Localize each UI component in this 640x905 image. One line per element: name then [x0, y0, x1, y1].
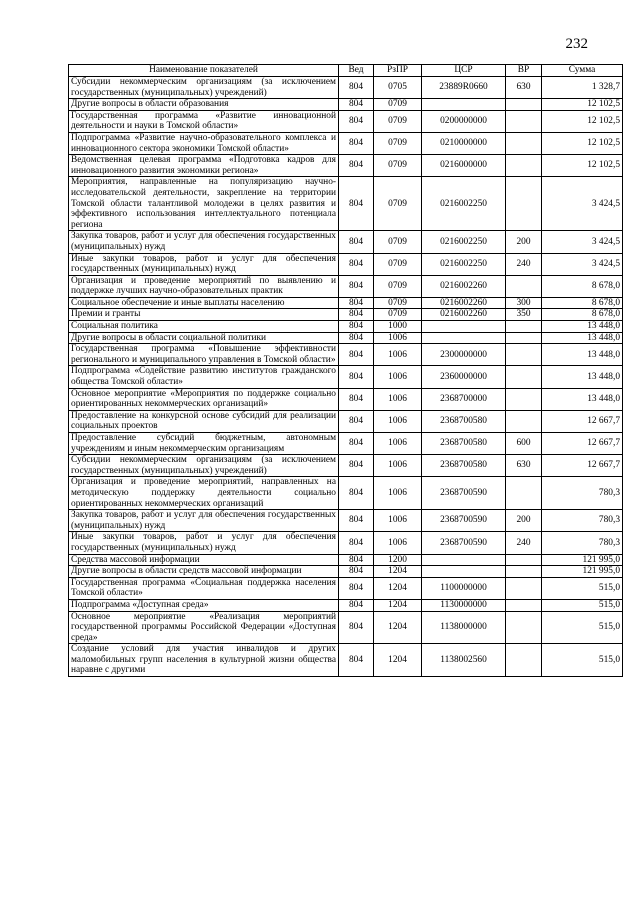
cell-vr: 600 [506, 433, 542, 455]
cell-ved: 804 [339, 477, 374, 510]
cell-vr [506, 566, 542, 578]
cell-name: Создание условий для участия инвалидов и других маломобильных групп населения в культурной жизни общества наравне с другими [69, 644, 339, 677]
cell-ved: 804 [339, 433, 374, 455]
cell-rzpr: 1204 [374, 577, 422, 599]
cell-sum: 13 448,0 [542, 366, 623, 388]
table-row [69, 297, 623, 309]
table-row [69, 532, 623, 554]
cell-vr: 200 [506, 231, 542, 253]
cell-sum: 515,0 [542, 611, 623, 644]
header-sum: Сумма [542, 65, 623, 77]
cell-name: Основное мероприятие «Мероприятия по поддержке социально ориентированных некоммерческих организаций» [69, 388, 339, 410]
cell-csr [422, 566, 506, 578]
cell-ved: 804 [339, 177, 374, 231]
budget-table [68, 64, 623, 677]
table-row [69, 155, 623, 177]
cell-name: Закупка товаров, работ и услуг для обеспечения государственных (муниципальных) нужд [69, 510, 339, 532]
cell-name: Подпрограмма «Доступная среда» [69, 599, 339, 611]
cell-ved: 804 [339, 366, 374, 388]
header-rzpr: РзПР [374, 65, 422, 77]
cell-name: Основное мероприятие «Реализация мероприятий государственной программы Российской Федерации «Доступная среда» [69, 611, 339, 644]
cell-name: Социальное обеспечение и иные выплаты населению [69, 297, 339, 309]
cell-name: Социальная политика [69, 321, 339, 333]
cell-name: Иные закупки товаров, работ и услуг для обеспечения государственных (муниципальных) нужд [69, 532, 339, 554]
header-name: Наименование показателей [69, 65, 339, 77]
table-row [69, 344, 623, 366]
cell-vr: 630 [506, 77, 542, 99]
cell-sum: 515,0 [542, 599, 623, 611]
cell-csr: 1130000000 [422, 599, 506, 611]
cell-vr: 200 [506, 510, 542, 532]
cell-rzpr: 1000 [374, 321, 422, 333]
cell-rzpr: 1006 [374, 510, 422, 532]
cell-rzpr: 0709 [374, 155, 422, 177]
cell-ved: 804 [339, 644, 374, 677]
cell-csr: 2368700590 [422, 532, 506, 554]
cell-csr: 2368700580 [422, 410, 506, 432]
cell-vr: 240 [506, 253, 542, 275]
table-row [69, 110, 623, 132]
cell-ved: 804 [339, 455, 374, 477]
cell-sum: 3 424,5 [542, 253, 623, 275]
cell-vr [506, 366, 542, 388]
table-row [69, 99, 623, 111]
cell-sum: 780,3 [542, 477, 623, 510]
table-row [69, 455, 623, 477]
cell-rzpr: 0709 [374, 177, 422, 231]
cell-csr [422, 321, 506, 333]
cell-csr: 2368700000 [422, 388, 506, 410]
cell-sum: 121 995,0 [542, 554, 623, 566]
cell-rzpr: 0709 [374, 297, 422, 309]
cell-name: Предоставление на конкурсной основе субсидий для реализации социальных проектов [69, 410, 339, 432]
cell-rzpr: 1204 [374, 566, 422, 578]
cell-vr [506, 99, 542, 111]
cell-ved: 804 [339, 410, 374, 432]
cell-rzpr: 1200 [374, 554, 422, 566]
cell-vr [506, 177, 542, 231]
cell-sum: 8 678,0 [542, 275, 623, 297]
cell-name: Другие вопросы в области социальной политики [69, 332, 339, 344]
table-row [69, 477, 623, 510]
cell-csr: 0200000000 [422, 110, 506, 132]
cell-sum: 13 448,0 [542, 321, 623, 333]
table-row [69, 388, 623, 410]
cell-rzpr: 1006 [374, 366, 422, 388]
cell-ved: 804 [339, 332, 374, 344]
cell-vr [506, 110, 542, 132]
cell-sum: 12 667,7 [542, 455, 623, 477]
cell-sum: 780,3 [542, 510, 623, 532]
cell-rzpr: 1006 [374, 532, 422, 554]
cell-sum: 12 102,5 [542, 132, 623, 154]
cell-sum: 515,0 [542, 577, 623, 599]
cell-rzpr: 1006 [374, 455, 422, 477]
cell-name: Государственная программа «Социальная поддержка населения Томской области» [69, 577, 339, 599]
cell-rzpr: 0709 [374, 309, 422, 321]
cell-rzpr: 0709 [374, 110, 422, 132]
cell-vr [506, 344, 542, 366]
table-body [69, 77, 623, 677]
cell-csr: 0216002250 [422, 231, 506, 253]
cell-name: Премии и гранты [69, 309, 339, 321]
table-row [69, 433, 623, 455]
cell-ved: 804 [339, 532, 374, 554]
header-vr: ВР [506, 65, 542, 77]
cell-csr: 0216002260 [422, 297, 506, 309]
cell-csr: 0210000000 [422, 132, 506, 154]
table-row [69, 554, 623, 566]
cell-sum: 12 102,5 [542, 110, 623, 132]
cell-name: Ведомственная целевая программа «Подготовка кадров для инновационного развития экономики региона» [69, 155, 339, 177]
table-row [69, 611, 623, 644]
cell-csr: 23889R0660 [422, 77, 506, 99]
cell-csr [422, 99, 506, 111]
cell-vr [506, 599, 542, 611]
cell-ved: 804 [339, 611, 374, 644]
cell-name: Подпрограмма «Развитие научно-образовательного комплекса и инновационного сектора экономики Томской области» [69, 132, 339, 154]
cell-rzpr: 0709 [374, 99, 422, 111]
cell-csr [422, 332, 506, 344]
cell-csr: 1138000000 [422, 611, 506, 644]
table-row [69, 510, 623, 532]
cell-sum: 13 448,0 [542, 388, 623, 410]
cell-sum: 12 667,7 [542, 410, 623, 432]
cell-csr: 0216000000 [422, 155, 506, 177]
table-row [69, 321, 623, 333]
table-row [69, 77, 623, 99]
cell-sum: 8 678,0 [542, 309, 623, 321]
cell-sum: 121 995,0 [542, 566, 623, 578]
cell-rzpr: 0709 [374, 231, 422, 253]
cell-csr: 1138002560 [422, 644, 506, 677]
cell-csr: 0216002250 [422, 253, 506, 275]
cell-csr: 2360000000 [422, 366, 506, 388]
cell-vr [506, 477, 542, 510]
cell-name: Предоставление субсидий бюджетным, автономным учреждениям и иным некоммерческим организациям [69, 433, 339, 455]
cell-sum: 12 102,5 [542, 99, 623, 111]
cell-ved: 804 [339, 344, 374, 366]
cell-name: Другие вопросы в области образования [69, 99, 339, 111]
table-row [69, 410, 623, 432]
cell-rzpr: 0709 [374, 132, 422, 154]
table-row [69, 253, 623, 275]
cell-name: Организация и проведение мероприятий, направленных на методическую поддержку деятельности социально ориентированных некоммерческих организаций [69, 477, 339, 510]
table-row [69, 566, 623, 578]
cell-rzpr: 1006 [374, 433, 422, 455]
cell-name: Государственная программа «Повышение эффективности регионального и муниципального управления в Томской области» [69, 344, 339, 366]
cell-sum: 3 424,5 [542, 231, 623, 253]
cell-vr: 240 [506, 532, 542, 554]
header-ved: Вед [339, 65, 374, 77]
cell-ved: 804 [339, 554, 374, 566]
cell-sum: 8 678,0 [542, 297, 623, 309]
cell-name: Субсидии некоммерческим организациям (за исключением государственных (муниципальных) учреждений) [69, 77, 339, 99]
cell-sum: 12 102,5 [542, 155, 623, 177]
cell-rzpr: 0709 [374, 275, 422, 297]
cell-ved: 804 [339, 275, 374, 297]
cell-vr [506, 332, 542, 344]
cell-csr: 2300000000 [422, 344, 506, 366]
cell-name: Субсидии некоммерческим организациям (за исключением государственных (муниципальных) учреждений) [69, 455, 339, 477]
cell-vr [506, 611, 542, 644]
cell-name: Средства массовой информации [69, 554, 339, 566]
cell-csr: 2368700580 [422, 455, 506, 477]
cell-ved: 804 [339, 155, 374, 177]
table-row [69, 332, 623, 344]
cell-vr [506, 410, 542, 432]
cell-name: Организация и проведение мероприятий по выявлению и поддержке лучших научно-образовательных практик [69, 275, 339, 297]
cell-name: Мероприятия, направленные на популяризацию научно-исследовательской деятельности, закрепление на территории Томской области талантливой молодежи в целях развития и эффективного использования интеллектуального потенциала региона [69, 177, 339, 231]
cell-vr [506, 388, 542, 410]
cell-sum: 12 667,7 [542, 433, 623, 455]
cell-rzpr: 0709 [374, 253, 422, 275]
header-csr: ЦСР [422, 65, 506, 77]
cell-sum: 13 448,0 [542, 332, 623, 344]
table-row [69, 231, 623, 253]
table-row [69, 275, 623, 297]
cell-name: Государственная программа «Развитие инновационной деятельности и науки в Томской области» [69, 110, 339, 132]
cell-name: Подпрограмма «Содействие развитию институтов гражданского общества Томской области» [69, 366, 339, 388]
cell-ved: 804 [339, 577, 374, 599]
cell-rzpr: 1006 [374, 388, 422, 410]
cell-rzpr: 1204 [374, 611, 422, 644]
table-header-row [69, 65, 623, 77]
cell-vr [506, 155, 542, 177]
cell-vr [506, 275, 542, 297]
cell-vr [506, 554, 542, 566]
cell-vr [506, 644, 542, 677]
table-row [69, 599, 623, 611]
cell-csr: 0216002260 [422, 309, 506, 321]
cell-ved: 804 [339, 321, 374, 333]
cell-ved: 804 [339, 309, 374, 321]
cell-sum: 1 328,7 [542, 77, 623, 99]
cell-vr [506, 321, 542, 333]
table-row [69, 132, 623, 154]
cell-name: Другие вопросы в области средств массовой информации [69, 566, 339, 578]
cell-sum: 515,0 [542, 644, 623, 677]
cell-name: Иные закупки товаров, работ и услуг для обеспечения государственных (муниципальных) нужд [69, 253, 339, 275]
cell-csr: 1100000000 [422, 577, 506, 599]
cell-ved: 804 [339, 110, 374, 132]
cell-ved: 804 [339, 77, 374, 99]
cell-sum: 780,3 [542, 532, 623, 554]
cell-csr: 2368700590 [422, 477, 506, 510]
cell-rzpr: 1204 [374, 644, 422, 677]
cell-ved: 804 [339, 132, 374, 154]
cell-vr [506, 577, 542, 599]
cell-ved: 804 [339, 253, 374, 275]
cell-sum: 13 448,0 [542, 344, 623, 366]
cell-name: Закупка товаров, работ и услуг для обеспечения государственных (муниципальных) нужд [69, 231, 339, 253]
cell-ved: 804 [339, 566, 374, 578]
cell-ved: 804 [339, 388, 374, 410]
cell-vr [506, 132, 542, 154]
cell-vr: 630 [506, 455, 542, 477]
cell-rzpr: 0705 [374, 77, 422, 99]
cell-csr [422, 554, 506, 566]
cell-rzpr: 1006 [374, 332, 422, 344]
cell-csr: 2368700590 [422, 510, 506, 532]
table-row [69, 309, 623, 321]
cell-ved: 804 [339, 510, 374, 532]
table-row [69, 644, 623, 677]
cell-ved: 804 [339, 599, 374, 611]
page-number: 232 [565, 36, 588, 52]
cell-rzpr: 1204 [374, 599, 422, 611]
cell-ved: 804 [339, 297, 374, 309]
cell-rzpr: 1006 [374, 477, 422, 510]
cell-vr: 350 [506, 309, 542, 321]
cell-ved: 804 [339, 99, 374, 111]
cell-sum: 3 424,5 [542, 177, 623, 231]
cell-vr: 300 [506, 297, 542, 309]
cell-csr: 0216002260 [422, 275, 506, 297]
cell-csr: 2368700580 [422, 433, 506, 455]
table-row [69, 366, 623, 388]
table-row [69, 177, 623, 231]
cell-csr: 0216002250 [422, 177, 506, 231]
table-row [69, 577, 623, 599]
cell-ved: 804 [339, 231, 374, 253]
cell-rzpr: 1006 [374, 410, 422, 432]
cell-rzpr: 1006 [374, 344, 422, 366]
